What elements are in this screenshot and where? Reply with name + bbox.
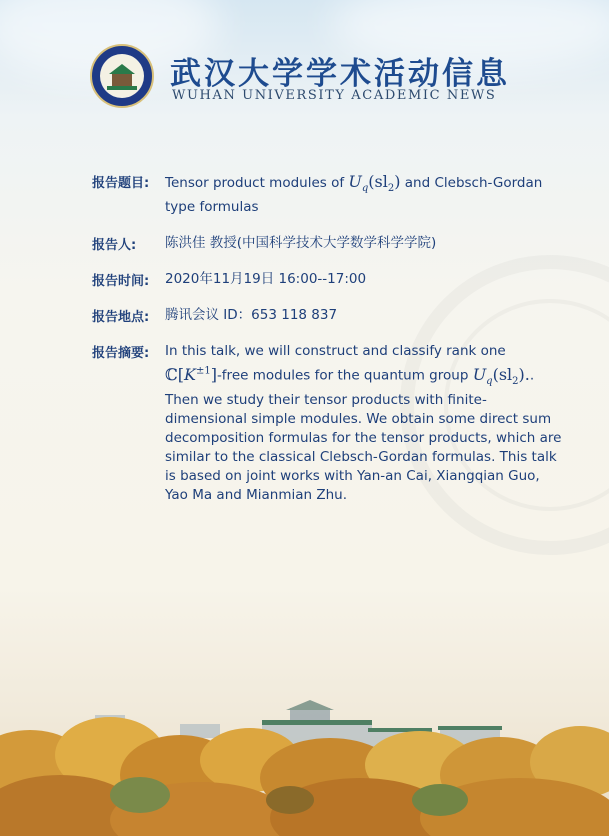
row-place [92,306,562,325]
header [90,44,590,114]
row-speaker [92,234,562,253]
label-title: 报告题目: [92,176,150,191]
row-title [92,172,562,217]
campus-autumn-scene [0,700,609,836]
title-chinese: 武汉大学学术活动信息 [170,56,510,92]
university-logo [90,44,154,108]
talk-time: 2020年11月19日 16:00--17:00 [165,271,367,288]
label-speaker: 报告人: [92,238,137,254]
label-place: 报告地点: [92,310,150,326]
talk-title: Tensor product modules of $U_q(sl_2)$ and Clebsch-Gordan type formulas [165,172,543,216]
talk-info [92,172,562,522]
talk-place: 腾讯会议 ID：653 118 837 [165,307,338,324]
row-time [92,270,562,289]
row-abstract [92,342,562,505]
label-abstract: 报告摘要: [92,346,150,362]
abstract: In this talk, we will construct and classify rank one $ℂ[K^{\pm 1}]$-free modules for the quantum group $U_q(sl_2)$.. Then we study their tensor products with finite-dimensional simple modules. We obtain some direct sum decomposition formulas for the tensor products, which are similar to the classical Clebsch-Gordan formulas. This talk is based on joint works with Yan-an Cai, Xiangqian Guo, Yao Ma and Mianmian Zhu. [165,343,562,503]
label-time: 报告时间: [92,274,150,290]
title-english: WUHAN UNIVERSITY ACADEMIC NEWS [172,88,497,103]
speaker: 陈洪佳 教授(中国科学技术大学数学科学学院) [165,235,437,252]
